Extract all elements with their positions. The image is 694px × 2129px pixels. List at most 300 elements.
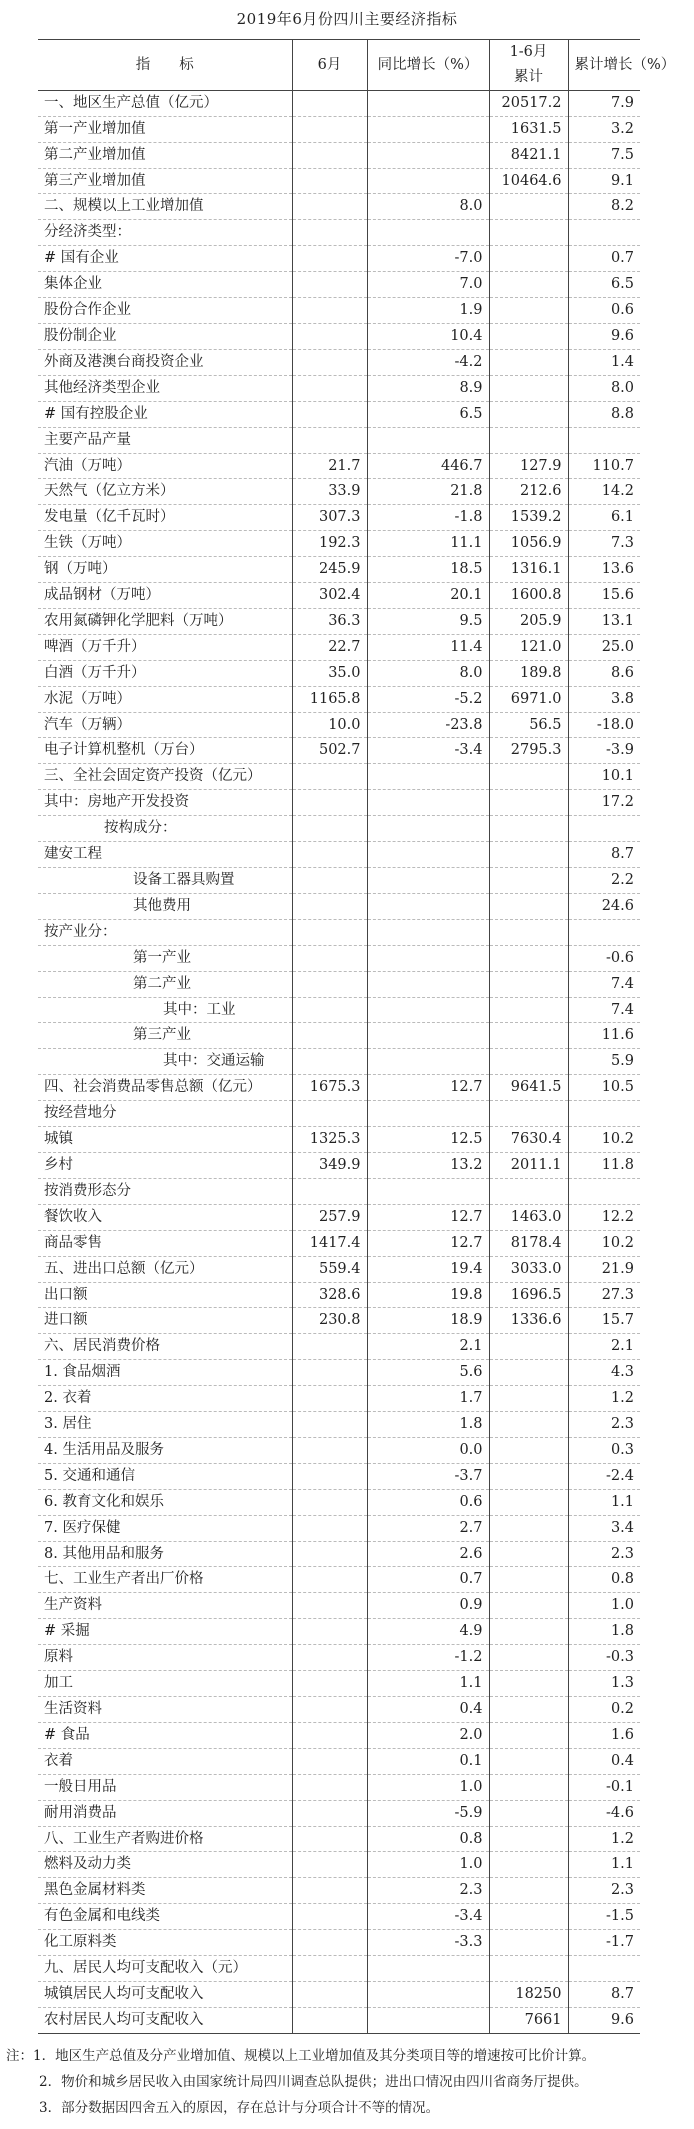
row-label: 5. 交通和通信 [38, 1463, 292, 1489]
row-label: 餐饮收入 [38, 1204, 292, 1230]
row-cumulative-growth: -0.6 [568, 945, 640, 971]
row-label: 进口额 [38, 1308, 292, 1334]
row-cumulative-value [489, 1463, 568, 1489]
row-cumulative-value [489, 1878, 568, 1904]
row-yoy-value: 12.7 [367, 1230, 489, 1256]
row-yoy-value: 6.5 [367, 401, 489, 427]
row-cumulative-growth [568, 1956, 640, 1982]
row-month-value: 302.4 [292, 583, 367, 609]
row-cumulative-value: 8421.1 [489, 142, 568, 168]
row-yoy-value: 0.0 [367, 1437, 489, 1463]
row-cumulative-value [489, 919, 568, 945]
row-month-value: 35.0 [292, 660, 367, 686]
row-month-value: 230.8 [292, 1308, 367, 1334]
row-month-value [292, 272, 367, 298]
row-cumulative-value [489, 1593, 568, 1619]
header-cumulative-top: 1-6月 [509, 44, 548, 60]
table-row [38, 1645, 640, 1671]
row-label: 四、社会消费品零售总额（亿元） [38, 1075, 292, 1101]
table-row [38, 1101, 640, 1127]
row-yoy-value: 10.4 [367, 323, 489, 349]
row-label: 8. 其他用品和服务 [38, 1541, 292, 1567]
row-month-value [292, 1489, 367, 1515]
table-row [38, 220, 640, 246]
row-cumulative-value: 127.9 [489, 453, 568, 479]
footnote-2: 2．物价和城乡居民收入由国家统计局四川调查总队提供；进出口情况由四川省商务厅提供。 [39, 2074, 588, 2090]
row-cumulative-value [489, 764, 568, 790]
row-cumulative-value [489, 971, 568, 997]
footnote-1: 注：1．地区生产总值及分产业增加值、规模以上工业增加值及其分类项目等的增速按可比价计算。 [6, 2048, 596, 2064]
row-yoy-value [367, 1023, 489, 1049]
row-month-value: 192.3 [292, 531, 367, 557]
row-yoy-value: 11.1 [367, 531, 489, 557]
header-indicator: 指 标 [38, 40, 292, 91]
row-month-value: 1417.4 [292, 1230, 367, 1256]
row-cumulative-growth: 1.2 [568, 1386, 640, 1412]
row-label: # 食品 [38, 1722, 292, 1748]
row-label: 加工 [38, 1671, 292, 1697]
row-yoy-value: 1.0 [367, 1852, 489, 1878]
table-body [38, 90, 640, 2033]
row-label: # 采掘 [38, 1619, 292, 1645]
row-yoy-value [367, 868, 489, 894]
row-cumulative-growth: -2.4 [568, 1463, 640, 1489]
row-cumulative-value: 205.9 [489, 608, 568, 634]
row-month-value [292, 246, 367, 272]
row-label: 原料 [38, 1645, 292, 1671]
row-label: 按产业分： [38, 919, 292, 945]
row-cumulative-growth: 1.0 [568, 1593, 640, 1619]
row-cumulative-growth: 1.1 [568, 1852, 640, 1878]
row-month-value [292, 790, 367, 816]
row-month-value [292, 1904, 367, 1930]
row-month-value [292, 1956, 367, 1982]
row-label: 城镇 [38, 1127, 292, 1153]
row-yoy-value: 5.6 [367, 1360, 489, 1386]
table-row [38, 1023, 640, 1049]
row-yoy-value: 7.0 [367, 272, 489, 298]
row-cumulative-growth: 2.2 [568, 868, 640, 894]
row-yoy-value [367, 816, 489, 842]
table-row [38, 427, 640, 453]
row-cumulative-growth: -4.6 [568, 1800, 640, 1826]
row-cumulative-value [489, 401, 568, 427]
row-cumulative-value [489, 1437, 568, 1463]
table-row [38, 1437, 640, 1463]
row-label: 成品钢材（万吨） [38, 583, 292, 609]
row-label: 其中：工业 [38, 997, 292, 1023]
table-row [38, 634, 640, 660]
row-cumulative-value [489, 1748, 568, 1774]
row-label: 其中：交通运输 [38, 1049, 292, 1075]
row-cumulative-growth: 1.4 [568, 349, 640, 375]
table-row [38, 272, 640, 298]
row-cumulative-growth: 10.2 [568, 1230, 640, 1256]
row-label: 五、进出口总额（亿元） [38, 1256, 292, 1282]
table-row [38, 1204, 640, 1230]
row-cumulative-value [489, 816, 568, 842]
row-cumulative-value [489, 220, 568, 246]
row-cumulative-growth [568, 1178, 640, 1204]
table-row [38, 531, 640, 557]
table-row [38, 1878, 640, 1904]
row-cumulative-growth [568, 220, 640, 246]
row-cumulative-value [489, 1671, 568, 1697]
document-title: 2019年6月份四川主要经济指标 [236, 10, 458, 28]
row-label: 乡村 [38, 1152, 292, 1178]
row-cumulative-value [489, 349, 568, 375]
row-cumulative-growth: 9.6 [568, 323, 640, 349]
row-label: 建安工程 [38, 842, 292, 868]
row-label: 有色金属和电线类 [38, 1904, 292, 1930]
row-cumulative-growth: 4.3 [568, 1360, 640, 1386]
row-cumulative-value [489, 323, 568, 349]
row-cumulative-growth: -1.5 [568, 1904, 640, 1930]
row-cumulative-value [489, 997, 568, 1023]
table-row [38, 1360, 640, 1386]
row-month-value: 1675.3 [292, 1075, 367, 1101]
row-month-value [292, 971, 367, 997]
row-yoy-value: 0.9 [367, 1593, 489, 1619]
table-row [38, 1671, 640, 1697]
row-yoy-value [367, 790, 489, 816]
row-month-value [292, 1878, 367, 1904]
table-row [38, 608, 640, 634]
row-label: 集体企业 [38, 272, 292, 298]
row-yoy-value [367, 1981, 489, 2007]
row-yoy-value [367, 971, 489, 997]
table-row [38, 1489, 640, 1515]
row-cumulative-value: 212.6 [489, 479, 568, 505]
table-row [38, 1852, 640, 1878]
row-cumulative-growth: 8.6 [568, 660, 640, 686]
row-yoy-value [367, 1178, 489, 1204]
row-label: 其他经济类型企业 [38, 375, 292, 401]
table-row [38, 1748, 640, 1774]
row-month-value [292, 298, 367, 324]
row-yoy-value [367, 116, 489, 142]
table-row [38, 1075, 640, 1101]
table-row [38, 1619, 640, 1645]
table-row [38, 842, 640, 868]
table-row [38, 323, 640, 349]
row-label: 白酒（万千升） [38, 660, 292, 686]
row-cumulative-growth [568, 816, 640, 842]
row-cumulative-value: 1631.5 [489, 116, 568, 142]
row-cumulative-growth: 5.9 [568, 1049, 640, 1075]
row-cumulative-value [489, 842, 568, 868]
row-label: 第二产业 [38, 971, 292, 997]
row-yoy-value: 8.0 [367, 660, 489, 686]
table-row [38, 168, 640, 194]
row-label: 出口额 [38, 1282, 292, 1308]
table-row [38, 945, 640, 971]
row-cumulative-value [489, 1722, 568, 1748]
row-label: 7. 医疗保健 [38, 1515, 292, 1541]
row-yoy-value [367, 168, 489, 194]
table-row [38, 1930, 640, 1956]
row-yoy-value: 1.9 [367, 298, 489, 324]
row-month-value [292, 90, 367, 116]
row-month-value: 245.9 [292, 557, 367, 583]
table-row [38, 790, 640, 816]
table-row [38, 1230, 640, 1256]
row-label: 按构成分： [38, 816, 292, 842]
row-month-value [292, 1748, 367, 1774]
row-month-value [292, 323, 367, 349]
table-row [38, 1697, 640, 1723]
row-cumulative-growth: 110.7 [568, 453, 640, 479]
row-yoy-value [367, 945, 489, 971]
row-cumulative-value: 1056.9 [489, 531, 568, 557]
row-label: 4. 生活用品及服务 [38, 1437, 292, 1463]
row-label: 外商及港澳台商投资企业 [38, 349, 292, 375]
row-yoy-value: -3.7 [367, 1463, 489, 1489]
row-cumulative-growth: 8.0 [568, 375, 640, 401]
row-label: 其他费用 [38, 893, 292, 919]
row-label: 按消费形态分 [38, 1178, 292, 1204]
table-row [38, 1463, 640, 1489]
row-month-value: 10.0 [292, 712, 367, 738]
row-month-value [292, 1852, 367, 1878]
row-month-value [292, 868, 367, 894]
row-month-value [292, 1619, 367, 1645]
header-cumulative-bottom: 累计 [514, 68, 543, 85]
row-month-value [292, 945, 367, 971]
row-cumulative-growth: 13.1 [568, 608, 640, 634]
row-label: 啤酒（万千升） [38, 634, 292, 660]
table-row [38, 660, 640, 686]
row-cumulative-value: 1600.8 [489, 583, 568, 609]
row-yoy-value: 12.7 [367, 1204, 489, 1230]
table-row [38, 686, 640, 712]
table-row [38, 919, 640, 945]
table-row [38, 194, 640, 220]
row-yoy-value: 2.7 [367, 1515, 489, 1541]
row-month-value [292, 1023, 367, 1049]
row-month-value [292, 168, 367, 194]
row-cumulative-growth: -3.9 [568, 738, 640, 764]
row-yoy-value [367, 1956, 489, 1982]
row-label: # 国有企业 [38, 246, 292, 272]
row-label: 六、居民消费价格 [38, 1334, 292, 1360]
row-yoy-value: 1.1 [367, 1671, 489, 1697]
row-month-value [292, 1515, 367, 1541]
row-yoy-value: -3.4 [367, 738, 489, 764]
row-cumulative-growth: 2.3 [568, 1541, 640, 1567]
row-label: 生活资料 [38, 1697, 292, 1723]
row-yoy-value: -3.3 [367, 1930, 489, 1956]
row-label: 八、工业生产者购进价格 [38, 1826, 292, 1852]
row-cumulative-value [489, 1645, 568, 1671]
table-row [38, 1386, 640, 1412]
table-row [38, 1334, 640, 1360]
row-month-value [292, 1178, 367, 1204]
row-yoy-value: 18.5 [367, 557, 489, 583]
row-cumulative-value [489, 1697, 568, 1723]
row-yoy-value: 1.0 [367, 1774, 489, 1800]
row-cumulative-growth: 1.2 [568, 1826, 640, 1852]
row-cumulative-growth: 13.6 [568, 557, 640, 583]
table-row [38, 1904, 640, 1930]
row-month-value [292, 1722, 367, 1748]
row-month-value [292, 816, 367, 842]
row-month-value [292, 842, 367, 868]
row-cumulative-growth: 12.2 [568, 1204, 640, 1230]
row-month-value [292, 1463, 367, 1489]
row-month-value: 21.7 [292, 453, 367, 479]
row-cumulative-value [489, 427, 568, 453]
row-month-value: 502.7 [292, 738, 367, 764]
row-yoy-value: 8.0 [367, 194, 489, 220]
row-label: 生铁（万吨） [38, 531, 292, 557]
row-yoy-value: 0.7 [367, 1567, 489, 1593]
row-cumulative-growth: 1.8 [568, 1619, 640, 1645]
row-cumulative-growth: 2.1 [568, 1334, 640, 1360]
row-yoy-value [367, 1101, 489, 1127]
table-row [38, 1282, 640, 1308]
row-label: 分经济类型： [38, 220, 292, 246]
row-cumulative-value [489, 298, 568, 324]
row-cumulative-growth: 9.6 [568, 2007, 640, 2033]
row-label: 商品零售 [38, 1230, 292, 1256]
row-cumulative-growth: 11.6 [568, 1023, 640, 1049]
row-label: 钢（万吨） [38, 557, 292, 583]
row-yoy-value: 19.4 [367, 1256, 489, 1282]
row-yoy-value: 1.7 [367, 1386, 489, 1412]
row-month-value [292, 2007, 367, 2033]
row-yoy-value: -1.8 [367, 505, 489, 531]
table-row [38, 1127, 640, 1153]
row-label: 燃料及动力类 [38, 1852, 292, 1878]
row-cumulative-value [489, 1412, 568, 1438]
row-cumulative-growth: 24.6 [568, 893, 640, 919]
row-month-value [292, 375, 367, 401]
row-month-value: 349.9 [292, 1152, 367, 1178]
row-label: 发电量（亿千瓦时） [38, 505, 292, 531]
row-yoy-value: 12.5 [367, 1127, 489, 1153]
row-month-value [292, 1541, 367, 1567]
row-cumulative-growth: 11.8 [568, 1152, 640, 1178]
row-month-value [292, 1334, 367, 1360]
row-month-value [292, 194, 367, 220]
row-cumulative-growth: 7.9 [568, 90, 640, 116]
row-cumulative-value [489, 1049, 568, 1075]
table-row [38, 712, 640, 738]
table-row [38, 1152, 640, 1178]
table-row [38, 116, 640, 142]
row-month-value [292, 116, 367, 142]
row-yoy-value: 19.8 [367, 1282, 489, 1308]
row-cumulative-growth: 1.1 [568, 1489, 640, 1515]
row-label: 黑色金属材料类 [38, 1878, 292, 1904]
row-cumulative-growth: 8.8 [568, 401, 640, 427]
table-row [38, 816, 640, 842]
row-month-value: 1165.8 [292, 686, 367, 712]
row-label: 农村居民人均可支配收入 [38, 2007, 292, 2033]
table-row [38, 868, 640, 894]
table-header-row [38, 40, 640, 91]
table-row [38, 1049, 640, 1075]
row-label: # 国有控股企业 [38, 401, 292, 427]
row-yoy-value: 0.1 [367, 1748, 489, 1774]
row-yoy-value: -5.9 [367, 1800, 489, 1826]
row-yoy-value: 2.1 [367, 1334, 489, 1360]
row-cumulative-growth: 0.4 [568, 1748, 640, 1774]
row-cumulative-growth: 0.8 [568, 1567, 640, 1593]
row-cumulative-value: 6971.0 [489, 686, 568, 712]
row-month-value [292, 764, 367, 790]
row-cumulative-growth: 17.2 [568, 790, 640, 816]
row-yoy-value: -5.2 [367, 686, 489, 712]
row-cumulative-growth: 10.1 [568, 764, 640, 790]
row-yoy-value: -3.4 [367, 1904, 489, 1930]
row-yoy-value [367, 764, 489, 790]
row-cumulative-growth: 25.0 [568, 634, 640, 660]
row-cumulative-growth: 27.3 [568, 1282, 640, 1308]
row-month-value [292, 349, 367, 375]
table-row [38, 764, 640, 790]
row-month-value [292, 1360, 367, 1386]
row-yoy-value: 21.8 [367, 479, 489, 505]
row-cumulative-value: 7661 [489, 2007, 568, 2033]
table-row [38, 479, 640, 505]
row-cumulative-value: 56.5 [489, 712, 568, 738]
row-month-value: 1325.3 [292, 1127, 367, 1153]
row-cumulative-growth: 1.3 [568, 1671, 640, 1697]
table-row [38, 453, 640, 479]
row-cumulative-growth: 3.8 [568, 686, 640, 712]
row-cumulative-growth: 10.2 [568, 1127, 640, 1153]
row-month-value [292, 1981, 367, 2007]
row-label: 其中：房地产开发投资 [38, 790, 292, 816]
indicators-table [38, 39, 676, 2034]
row-cumulative-growth: 14.2 [568, 479, 640, 505]
table-row [38, 1722, 640, 1748]
row-cumulative-growth: 3.4 [568, 1515, 640, 1541]
row-yoy-value: 0.6 [367, 1489, 489, 1515]
row-cumulative-value: 1463.0 [489, 1204, 568, 1230]
row-label: 农用氮磷钾化学肥料（万吨） [38, 608, 292, 634]
row-label: 主要产品产量 [38, 427, 292, 453]
row-month-value [292, 1412, 367, 1438]
row-label: 天然气（亿立方米） [38, 479, 292, 505]
row-yoy-value: -23.8 [367, 712, 489, 738]
footnote-3: 3．部分数据因四舍五入的原因，存在总计与分项合计不等的情况。 [39, 2100, 440, 2116]
table-row [38, 971, 640, 997]
row-cumulative-value: 8178.4 [489, 1230, 568, 1256]
row-cumulative-value [489, 1101, 568, 1127]
row-yoy-value: -4.2 [367, 349, 489, 375]
row-yoy-value [367, 90, 489, 116]
row-cumulative-growth: -18.0 [568, 712, 640, 738]
row-cumulative-value: 3033.0 [489, 1256, 568, 1282]
row-month-value [292, 1930, 367, 1956]
row-cumulative-growth: 21.9 [568, 1256, 640, 1282]
row-month-value [292, 401, 367, 427]
table-row [38, 1567, 640, 1593]
row-cumulative-value [489, 1800, 568, 1826]
row-yoy-value: 8.9 [367, 375, 489, 401]
row-cumulative-growth: -1.7 [568, 1930, 640, 1956]
row-yoy-value: 12.7 [367, 1075, 489, 1101]
row-month-value [292, 1671, 367, 1697]
row-yoy-value: -1.2 [367, 1645, 489, 1671]
row-yoy-value [367, 427, 489, 453]
row-month-value [292, 1049, 367, 1075]
row-yoy-value [367, 893, 489, 919]
row-label: 6. 教育文化和娱乐 [38, 1489, 292, 1515]
